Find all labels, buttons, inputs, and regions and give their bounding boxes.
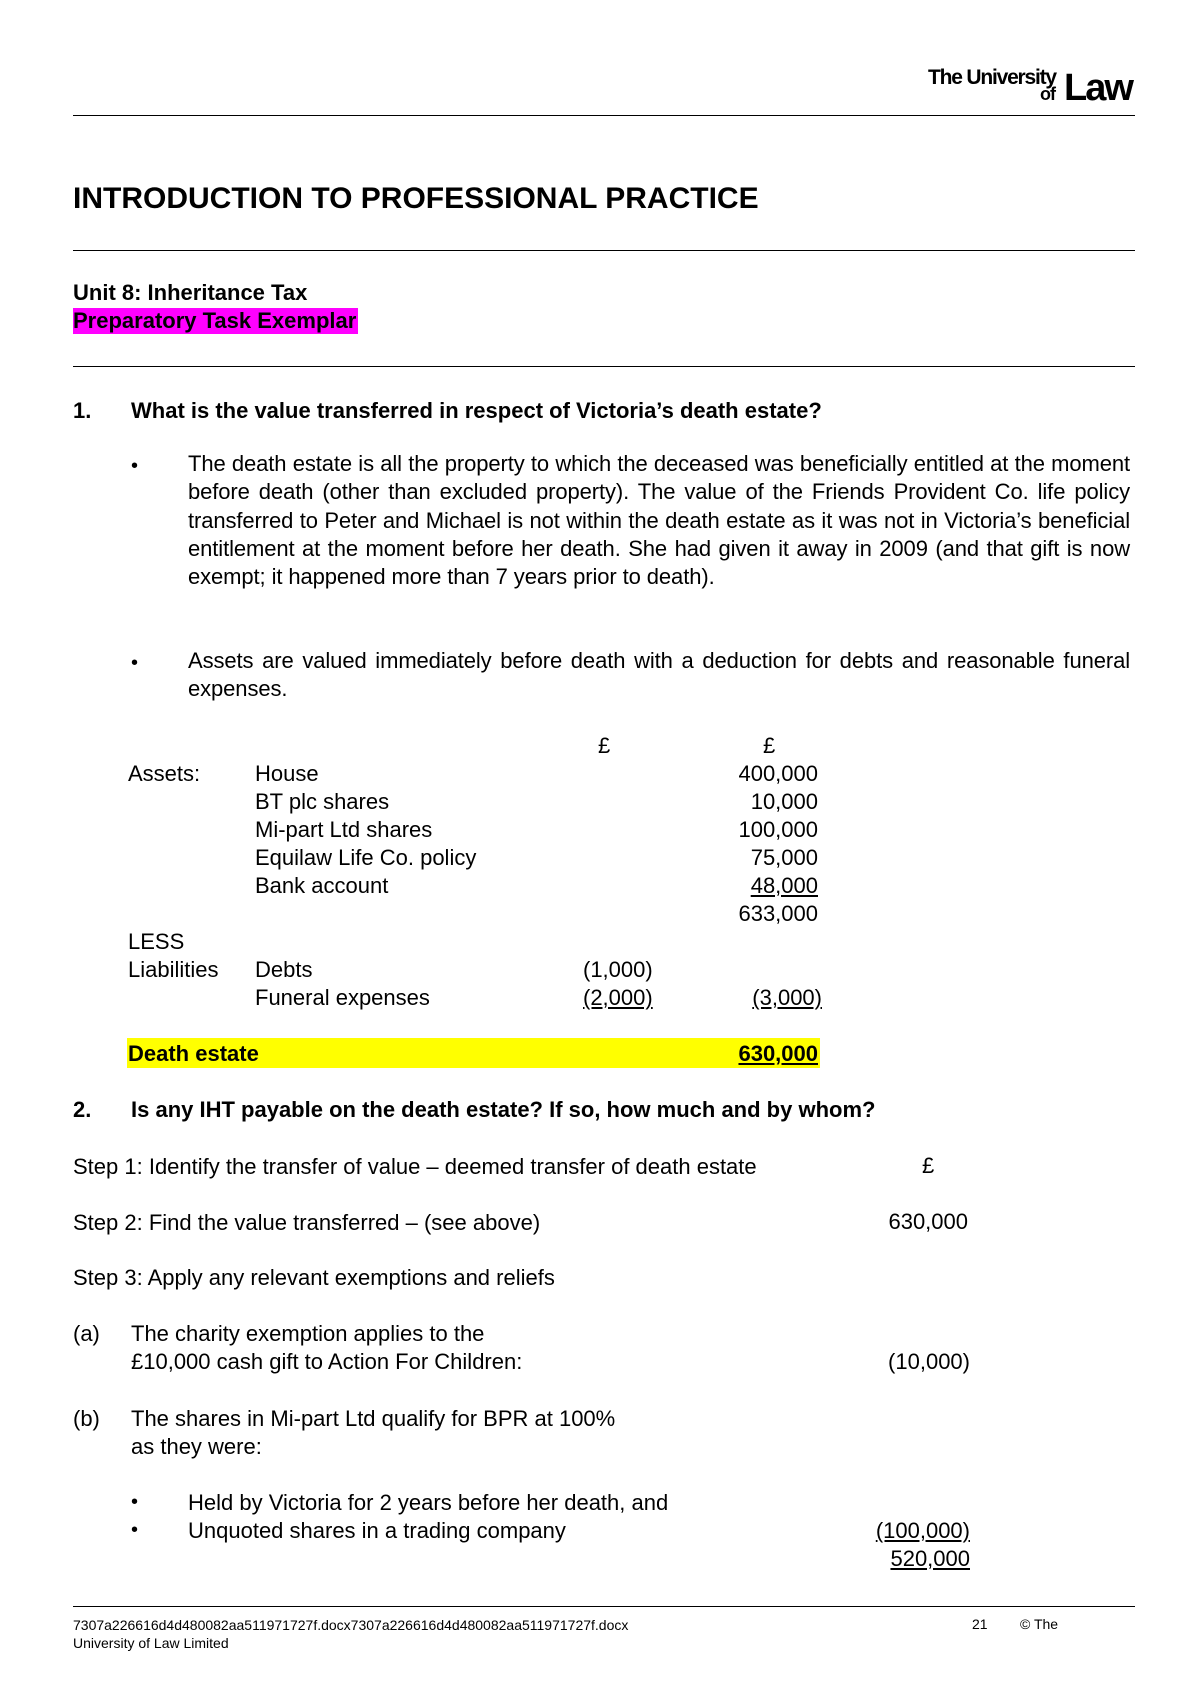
item-b-line-1: The shares in Mi-part Ltd qualify for BPR at 100% bbox=[131, 1406, 616, 1431]
footer-copyright: © The bbox=[1020, 1616, 1059, 1632]
item-a-value: (10,000) bbox=[888, 1349, 970, 1374]
bullet-icon: • bbox=[131, 1491, 139, 1513]
q1-paragraph-1: The death estate is all the property to which the deceased was beneficially entitled at the moment before death (other than excluded property). The value of the Friends Provident Co. life policy transferred to Peter and Michael is not within the death estate as it was not in Victoria’s beneficial entitlement at the moment before her death. She had given it away in 2009 (and that gift is now exempt; it happened more than 7 years prior to death). bbox=[188, 451, 1130, 590]
assets-label: Assets: bbox=[128, 761, 201, 786]
university-logo bbox=[928, 62, 1138, 108]
currency-header-1: £ bbox=[598, 733, 611, 758]
step-3-text: Step 3: Apply any relevant exemptions and reliefs bbox=[73, 1265, 555, 1290]
subtotal-value: 520,000 bbox=[890, 1546, 970, 1571]
death-estate-value: 630,000 bbox=[738, 1041, 818, 1066]
logo-text-the-university: The University bbox=[928, 66, 1056, 89]
subtitle-highlighted: Preparatory Task Exemplar bbox=[73, 308, 357, 333]
item-b-bullet-1: Held by Victoria for 2 years before her death, and bbox=[188, 1490, 669, 1515]
footer-company: University of Law Limited bbox=[73, 1635, 229, 1651]
section-divider bbox=[73, 366, 1135, 367]
footer-filename: 7307a226616d4d480082aa511971727f.docx7307a226616d4d480082aa511971727f.docx bbox=[73, 1617, 629, 1633]
asset-name: Mi-part Ltd shares bbox=[255, 817, 433, 842]
currency-header-2: £ bbox=[763, 733, 776, 758]
question-1-text: What is the value transferred in respect of Victoria’s death estate? bbox=[131, 398, 822, 423]
asset-value: 48,000 bbox=[750, 873, 818, 898]
item-b-label: (b) bbox=[73, 1406, 100, 1431]
asset-value: 75,000 bbox=[750, 845, 818, 870]
footer-file-info bbox=[73, 1616, 628, 1652]
asset-value: 400,000 bbox=[738, 761, 818, 786]
asset-name: BT plc shares bbox=[255, 789, 390, 814]
asset-value: 10,000 bbox=[750, 789, 818, 814]
assets-total: 633,000 bbox=[738, 901, 818, 926]
item-a-line-2: £10,000 cash gift to Action For Children: bbox=[131, 1349, 523, 1374]
header-divider bbox=[73, 115, 1135, 116]
liability-name: Debts bbox=[255, 957, 313, 982]
liabilities-total: (3,000) bbox=[752, 985, 822, 1010]
unit-heading: Unit 8: Inheritance Tax bbox=[73, 280, 308, 305]
asset-name: House bbox=[255, 761, 319, 786]
item-b-bullet-2: Unquoted shares in a trading company bbox=[188, 1518, 566, 1543]
asset-value: 100,000 bbox=[738, 817, 818, 842]
item-b-value: (100,000) bbox=[875, 1518, 970, 1543]
item-b-line-2: as they were: bbox=[131, 1434, 262, 1459]
bullet-icon: • bbox=[131, 455, 139, 477]
footer-divider bbox=[73, 1606, 1135, 1607]
logo-text-of: of bbox=[1040, 84, 1055, 104]
question-2-text: Is any IHT payable on the death estate? If so, how much and by whom? bbox=[131, 1097, 876, 1122]
step-2-value: 630,000 bbox=[888, 1209, 968, 1234]
liability-value: (2,000) bbox=[583, 985, 653, 1010]
bullet-icon: • bbox=[131, 1519, 139, 1541]
death-estate-label: Death estate bbox=[128, 1041, 259, 1066]
step-1-currency: £ bbox=[922, 1153, 935, 1178]
item-a-line-1: The charity exemption applies to the bbox=[131, 1321, 485, 1346]
asset-name: Equilaw Life Co. policy bbox=[255, 845, 477, 870]
asset-name: Bank account bbox=[255, 873, 389, 898]
liability-name: Funeral expenses bbox=[255, 985, 430, 1010]
item-a-label: (a) bbox=[73, 1321, 100, 1346]
liabilities-label: Liabilities bbox=[128, 957, 219, 982]
step-1-text: Step 1: Identify the transfer of value – deemed transfer of death estate bbox=[73, 1154, 757, 1179]
step-2-text: Step 2: Find the value transferred – (see above) bbox=[73, 1210, 541, 1235]
title-divider bbox=[73, 250, 1135, 251]
page-number: 21 bbox=[972, 1616, 988, 1632]
question-2-number: 2. bbox=[73, 1097, 92, 1122]
q1-paragraph-2: Assets are valued immediately before death with a deduction for debts and reasonable funeral expenses. bbox=[188, 648, 1130, 702]
liability-value: (1,000) bbox=[583, 957, 653, 982]
page-title: INTRODUCTION TO PROFESSIONAL PRACTICE bbox=[73, 182, 759, 215]
logo-text-law: Law bbox=[1064, 67, 1132, 109]
bullet-icon: • bbox=[131, 652, 139, 674]
less-label: LESS bbox=[128, 929, 185, 954]
question-1-number: 1. bbox=[73, 398, 92, 423]
